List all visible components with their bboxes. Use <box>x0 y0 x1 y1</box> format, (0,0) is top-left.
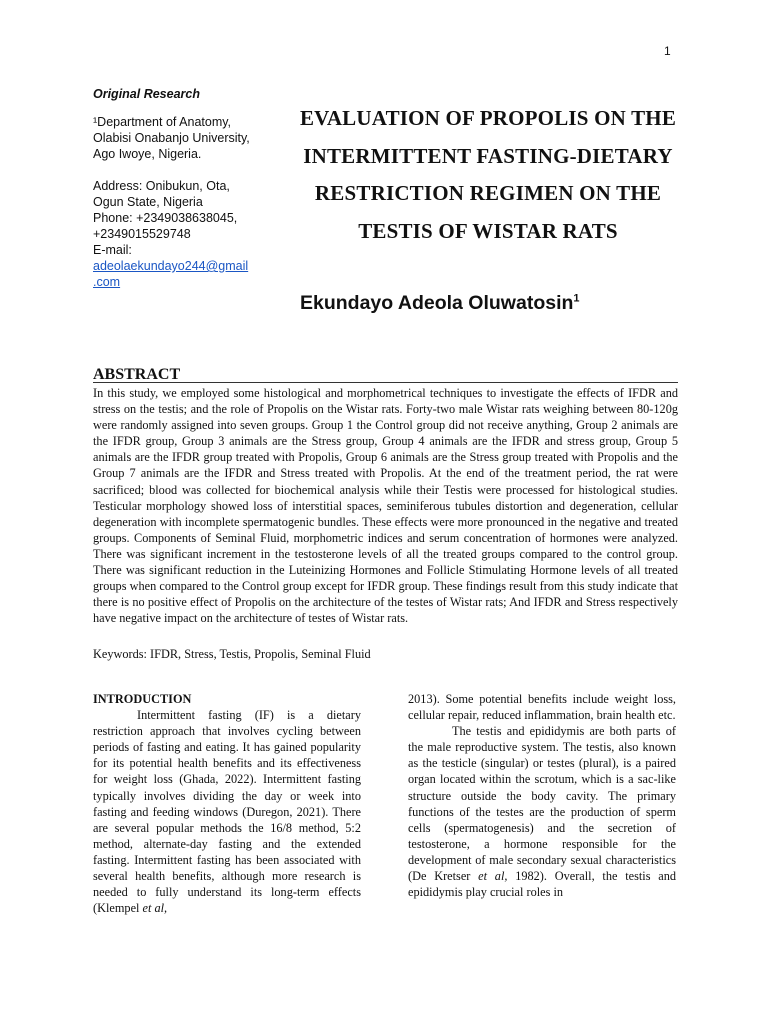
introduction-heading: INTRODUCTION <box>93 692 192 706</box>
intro-paragraph-text: The testis and epididymis are both parts of the male reproductive system. The testis, also known as the testicle (singular) or testes (plural), is a paired organ located within the scrotum, which is a sac-like structure outside the body cavity. The primary functions of the testes are the production of sperm cells (spermatogenesis) and the secretion of testosterone, a hormone responsible for the development of male secondary sexual characteristics (De Kretser <box>408 724 676 884</box>
email-part: .com <box>93 275 121 289</box>
email-part: adeolaekundayo244@gmail <box>93 259 249 273</box>
citation-italic: et al, <box>142 901 168 916</box>
intro-paragraph-text: 1982). Overall, the testis and epididymis play crucial roles in <box>408 869 677 900</box>
intro-column-left <box>93 691 361 916</box>
phone-line: +2349015529748 <box>93 227 191 241</box>
intro-paragraph <box>408 723 676 900</box>
affiliation-line: Olabisi Onabanjo University, <box>93 131 250 145</box>
address-line: Ogun State, Nigeria <box>93 195 203 209</box>
phone-line: Phone: +2349038638045, <box>93 211 238 225</box>
abstract-text: In this study, we employed some histological and morphometrical techniques to investigate the effects of IFDR and stress on the testis; and the role of Propolis on the Wistar rats. Forty-two male Wistar rats weighing between 80-120g were randomly assigned into seven groups. Group 1 the Control group did not receive anything, Group 2 animals are the IFDR group, Group 3 animals are the Stress group, Group 4 animals are the IFDR and stress group, Group 5 animals are the IFDR group treated with Propolis, Group 6 animals are the Stress group treated with Propolis and the Group 7 animals are the IFDR and Stress treated with Propolis. At the end of the treatment period, the rat were sacrificed; blood was collected for biochemical analysis while their Testis were processed for histological studies. Testicular morphology showed loss of interstitial spaces, seminiferous tubules distortion and degeneration, cellular degeneration with incomplete spermatogenic bundles. These effects were more pronounced in the negative and treated groups. Components of Seminal Fluid, morphometric indices and serum concentration of hormones were analyzed. There was significant increment in the testosterone levels of all the treated groups compared to the control group. There was significant reduction in the Luteinizing Hormones and Follicle Stimulating Hormone levels of all treated groups when compared to the Control group except for IFDR group. These findings result from this study indicate that there is no positive effect of Propolis on the architecture of the testes of Wistar rats; And IFDR and Stress respectively have negative impact on the architecture of testes of Wistar rats. <box>93 386 678 626</box>
intro-column-right <box>408 691 676 900</box>
author-name-text: Ekundayo Adeola Oluwatosin <box>300 292 574 314</box>
affiliation-line: Ago Iwoye, Nigeria. <box>93 147 202 161</box>
citation-italic: et al, <box>478 869 508 884</box>
intro-paragraph-text: Intermittent fasting (IF) is a dietary restriction approach that involves cycling between periods of fasting and eating. It has gained popularity for its potential health benefits and its effectiveness for weight loss (Ghada, 2022). Intermittent fasting typically involves dividing the day or week into fasting and feeding windows (Duregon, 2021). There are several popular methods the 16/8 method, 5:2 method, alternate-day fasting and the extended fasting. Intermittent fasting has been associated with several health benefits, although more research is needed to fully understand its long-term effects (Klempel <box>93 708 361 916</box>
article-type-label: Original Research <box>93 87 200 101</box>
affiliation-line: ¹Department of Anatomy, <box>93 115 232 129</box>
author-affiliation-marker: 1 <box>573 292 580 305</box>
address-line: Address: Onibukun, Ota, <box>93 179 230 193</box>
page-number: 1 <box>664 44 671 58</box>
abstract-divider <box>93 382 678 383</box>
intro-paragraph-continued: 2013). Some potential benefits include weight loss, cellular repair, reduced inflammation, brain health etc. <box>408 692 676 723</box>
abstract-heading: ABSTRACT <box>93 366 181 383</box>
author-name <box>300 292 620 315</box>
email-link[interactable] <box>93 259 248 289</box>
intro-paragraph <box>93 707 361 916</box>
paper-title: EVALUATION OF PROPOLIS ON THE INTERMITTENT FASTING-DIETARY RESTRICTION REGIMEN ON THE TESTIS OF WISTAR RATS <box>299 106 677 243</box>
email-label: E-mail: <box>93 243 132 257</box>
keywords-line: Keywords: IFDR, Stress, Testis, Propolis, Seminal Fluid <box>93 647 371 661</box>
author-sidebar <box>93 86 273 290</box>
